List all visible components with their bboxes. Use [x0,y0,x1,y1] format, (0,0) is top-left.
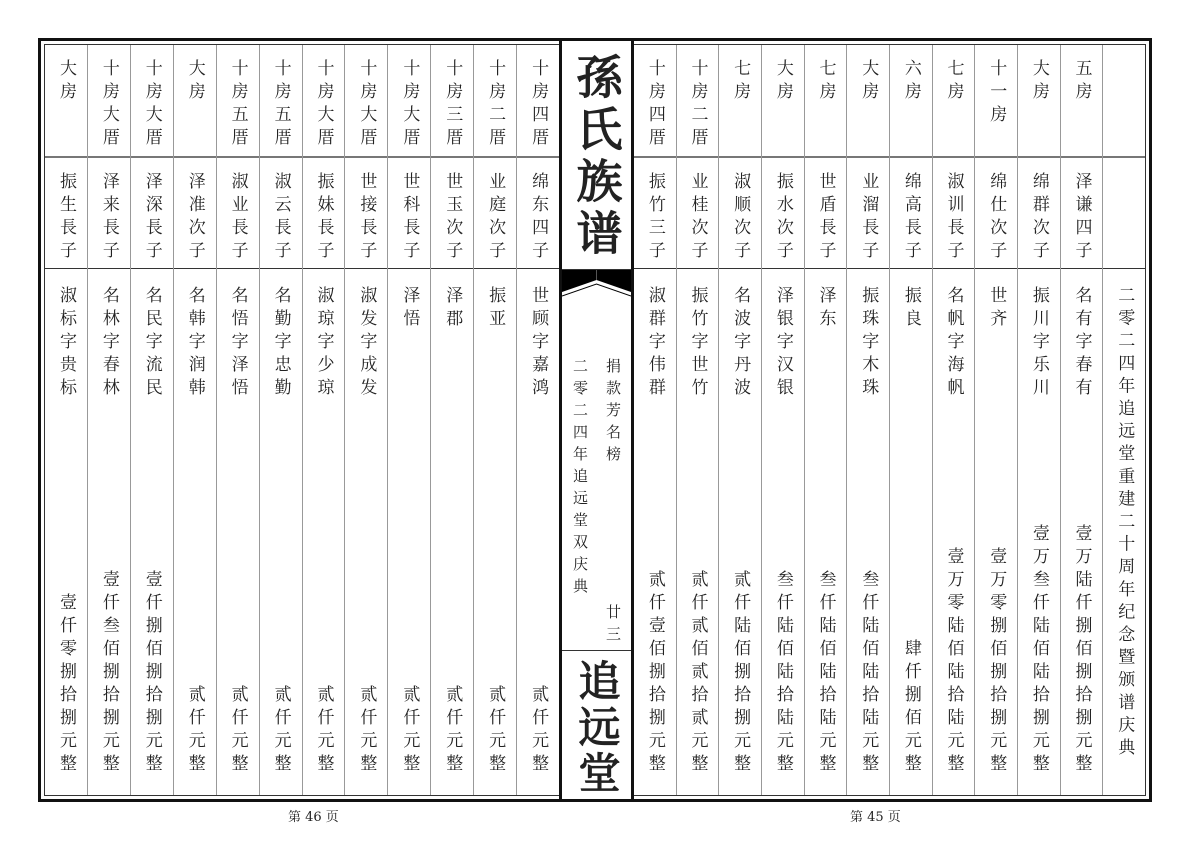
donor-column [1018,45,1061,795]
donation-amount: 叁仟陆佰陆拾陆元整 [858,570,879,777]
donor-name: 振良 [900,286,921,332]
page-number: 廿三 [604,604,622,648]
genealogy-title-box [562,47,631,270]
donor-column [847,45,890,795]
donation-amount: 贰仟壹佰捌拾捌元整 [644,570,665,777]
donation-amount: 壹仟捌佰捌拾捌元整 [141,570,162,777]
donor-cell [1061,269,1103,795]
donor-name: 名有字春有 [1071,286,1092,401]
lineage: 淑训長子 [943,172,964,264]
branch: 大房 [184,59,205,105]
donor-column [260,45,303,795]
lineage-cell [431,158,473,269]
donation-amount: 壹万零陆佰陆拾陆元整 [943,547,964,777]
branch-cell [131,45,173,158]
donor-cell [847,269,889,795]
donor-column [634,45,677,795]
branch: 十房大厝 [356,59,377,151]
lineage-cell [1061,158,1103,269]
lineage: 业桂次子 [687,172,708,264]
lineage-cell [890,158,932,269]
lineage: 业溜長子 [858,172,879,264]
branch: 七房 [730,59,751,105]
donor-name: 淑琼字少琼 [313,286,334,401]
donation-amount: 贰仟元整 [485,685,506,777]
lineage: 业庭次子 [485,172,506,264]
branch: 十房二厝 [687,59,708,151]
branch: 十房五厝 [227,59,248,151]
donor-cell [131,269,173,795]
lineage-cell [517,158,559,269]
donor-name: 淑群字伟群 [644,286,665,401]
lineage-cell [719,158,761,269]
donation-amount: 叁仟陆佰陆拾陆元整 [815,570,836,777]
branch-cell [431,45,473,158]
donor-name: 泽悟 [399,286,420,332]
hall-name: 追远堂 [572,659,622,797]
donor-column [677,45,720,795]
genealogy-title: 孫氏族谱 [569,53,624,261]
left-page-donor-table [45,45,559,795]
lineage-cell [88,158,130,269]
donor-column [517,45,559,795]
lineage: 振竹三子 [644,172,665,264]
branch-cell [303,45,345,158]
donation-amount: 贰仟元整 [184,685,205,777]
branch: 十房三厝 [442,59,463,151]
lineage-cell [260,158,302,269]
donation-amount: 贰仟元整 [399,685,420,777]
lineage: 绵仕次子 [986,172,1007,264]
donor-cell [719,269,761,795]
branch-cell [345,45,387,158]
lineage-cell [933,158,975,269]
donation-amount: 贰仟贰佰贰拾贰元整 [687,570,708,777]
donation-amount: 贰仟元整 [313,685,334,777]
donor-cell [474,269,516,795]
branch: 七房 [943,59,964,105]
donor-column [345,45,388,795]
branch: 十房四厝 [644,59,665,151]
lineage-cell [388,158,430,269]
lineage: 世盾長子 [815,172,836,264]
lineage-cell [805,158,847,269]
branch-cell [217,45,259,158]
donor-name: 振亚 [485,286,506,332]
genealogy-page-frame [38,38,1152,802]
donor-column [719,45,762,795]
donor-name: 淑标字贵标 [55,286,76,401]
right-page-donor-table [634,45,1145,795]
donor-cell [45,269,87,795]
lineage-cell [217,158,259,269]
donation-amount: 壹万零捌佰捌拾捌元整 [986,547,1007,777]
donation-amount: 壹万叁仟陆佰陆拾捌元整 [1028,524,1049,777]
donor-cell [345,269,387,795]
event-title-cell [1103,269,1145,795]
lineage: 振生長子 [55,172,76,264]
empty-cell [1103,45,1145,158]
donor-cell [890,269,932,795]
event-title: 二零二四年追远堂重建二十周年纪念暨颁谱庆典 [1114,286,1135,761]
donor-cell [933,269,975,795]
donor-name: 名波字丹波 [730,286,751,401]
donor-column [933,45,976,795]
donor-column [217,45,260,795]
branch-cell [517,45,559,158]
lineage: 绵高長子 [900,172,921,264]
donor-name: 世顾字嘉鸿 [528,286,549,401]
branch-cell [260,45,302,158]
donor-name: 振珠字木珠 [858,286,879,401]
branch: 十房大厝 [98,59,119,151]
donor-name: 名悟字泽悟 [227,286,248,401]
donor-name: 泽郡 [442,286,463,332]
hall-name-box [562,651,631,799]
donation-amount: 贰仟陆佰捌拾捌元整 [730,570,751,777]
donation-amount: 壹仟叁佰捌拾捌元整 [98,570,119,777]
donor-column [88,45,131,795]
donor-column [1061,45,1104,795]
donor-column [975,45,1018,795]
lineage: 淑业長子 [227,172,248,264]
donor-cell [303,269,345,795]
donor-name: 淑发字成发 [356,286,377,401]
lineage: 泽谦四子 [1071,172,1092,264]
donor-column [890,45,933,795]
empty-cell [1103,158,1145,269]
donation-amount: 肆仟捌佰元整 [900,639,921,777]
lineage: 淑云長子 [270,172,291,264]
branch-cell [975,45,1017,158]
lineage: 绵群次子 [1028,172,1049,264]
fishtail-ornament-icon [562,270,631,304]
branch: 十房大厝 [141,59,162,151]
lineage: 世玉次子 [442,172,463,264]
donation-amount: 贰仟元整 [442,685,463,777]
donor-name: 振川字乐川 [1028,286,1049,401]
donor-column [388,45,431,795]
right-page-label: 第 45 页 [850,810,901,825]
branch: 大房 [55,59,76,105]
branch-cell [677,45,719,158]
lineage-cell [762,158,804,269]
donor-cell [975,269,1017,795]
donor-name: 泽东 [815,286,836,332]
donor-cell [1018,269,1060,795]
lineage-cell [174,158,216,269]
branch: 十一房 [986,59,1007,128]
donation-amount: 贰仟元整 [270,685,291,777]
donor-column [474,45,517,795]
branch-cell [388,45,430,158]
donor-column [303,45,346,795]
branch: 大房 [1028,59,1049,105]
donor-cell [677,269,719,795]
branch-cell [1061,45,1103,158]
branch: 大房 [858,59,879,105]
branch: 十房大厝 [399,59,420,151]
branch: 十房四厝 [528,59,549,151]
lineage: 绵东四子 [528,172,549,264]
lineage: 世接長子 [356,172,377,264]
donor-name: 泽银字汉银 [772,286,793,401]
donor-cell [174,269,216,795]
branch: 六房 [900,59,921,105]
lineage: 振水次子 [772,172,793,264]
donor-cell [217,269,259,795]
branch: 十房大厝 [313,59,334,151]
donor-column [431,45,474,795]
branch-cell [474,45,516,158]
donor-cell [517,269,559,795]
donor-name: 名韩字润韩 [184,286,205,401]
donation-amount: 壹万陆仟捌佰捌拾捌元整 [1071,524,1092,777]
donor-name: 名勤字忠勤 [270,286,291,401]
left-page-label: 第 46 页 [288,810,339,825]
inner-border [44,44,1146,796]
donor-cell [805,269,847,795]
lineage: 世科長子 [399,172,420,264]
branch-cell [88,45,130,158]
lineage-cell [45,158,87,269]
branch: 十房二厝 [485,59,506,151]
branch-cell [1018,45,1060,158]
spine-middle [562,304,631,651]
lineage-cell [975,158,1017,269]
lineage: 泽深長子 [141,172,162,264]
branch-cell [174,45,216,158]
donor-column [131,45,174,795]
lineage: 泽来長子 [98,172,119,264]
lineage-cell [474,158,516,269]
branch: 大房 [772,59,793,105]
branch-cell [933,45,975,158]
lineage-cell [303,158,345,269]
lineage-cell [677,158,719,269]
lineage: 泽准次子 [184,172,205,264]
branch-cell [847,45,889,158]
donation-amount: 壹仟零捌拾捌元整 [55,593,76,777]
lineage-cell [131,158,173,269]
donor-column [45,45,88,795]
donor-column [805,45,848,795]
donation-amount: 贰仟元整 [356,685,377,777]
branch: 十房五厝 [270,59,291,151]
branch-cell [890,45,932,158]
branch-cell [634,45,676,158]
branch-cell [805,45,847,158]
donor-cell [634,269,676,795]
donor-cell [388,269,430,795]
event-name: 二零二四年追远堂双庆典 [571,358,589,600]
donor-cell [88,269,130,795]
donor-name: 世齐 [986,286,1007,332]
donor-cell [260,269,302,795]
section-title: 捐款芳名榜 [604,358,622,468]
donation-amount: 贰仟元整 [528,685,549,777]
lineage-cell [1018,158,1060,269]
branch-cell [762,45,804,158]
branch-cell [45,45,87,158]
donation-amount: 叁仟陆佰陆拾陆元整 [772,570,793,777]
donor-column [174,45,217,795]
branch: 五房 [1071,59,1092,105]
donor-name: 名林字春林 [98,286,119,401]
donor-cell [431,269,473,795]
donor-name: 名帆字海帆 [943,286,964,401]
event-title-column [1103,45,1145,795]
donor-name: 振竹字世竹 [687,286,708,401]
donor-column [762,45,805,795]
lineage: 淑顺次子 [730,172,751,264]
donor-cell [762,269,804,795]
donation-amount: 贰仟元整 [227,685,248,777]
lineage-cell [634,158,676,269]
donor-name: 名民字流民 [141,286,162,401]
lineage-cell [345,158,387,269]
lineage: 振妹長子 [313,172,334,264]
lineage-cell [847,158,889,269]
branch-cell [719,45,761,158]
branch: 七房 [815,59,836,105]
book-spine [559,41,634,799]
